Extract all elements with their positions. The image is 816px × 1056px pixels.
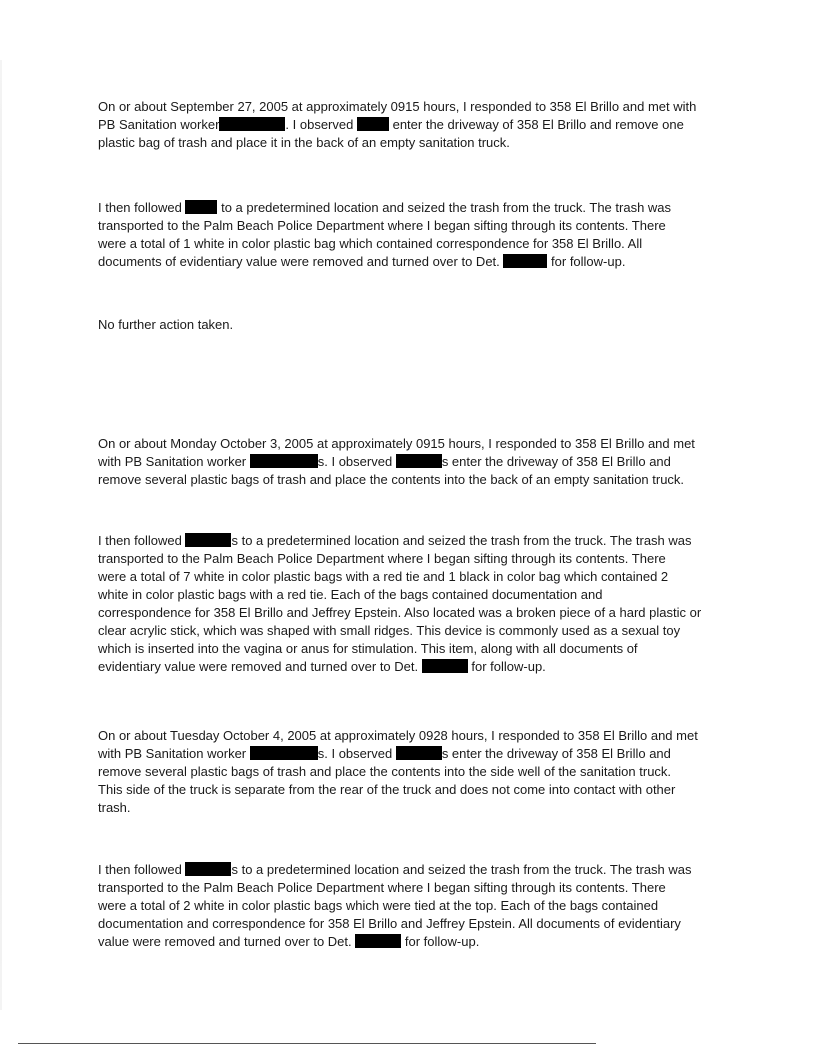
text-line: s enter the driveway of 358 El Brillo and [441, 746, 671, 761]
text-line: transported to the Palm Beach Police Department where I began sifting through its contents. There [98, 551, 666, 566]
scan-edge-shadow [0, 60, 2, 1010]
text-line: with PB Sanitation worker [98, 746, 247, 761]
paragraph-followup-2 [98, 532, 738, 676]
text-line: s. I observed [317, 746, 393, 761]
bottom-divider [18, 1043, 596, 1044]
text-line: . I observed [285, 117, 354, 132]
text-line: clear acrylic stick, which was shaped with small ridges. This device is commonly used as a sexual toy [98, 623, 681, 638]
text-line: white in color plastic bags with a red tie. Each of the bags contained documentation and [98, 587, 603, 602]
text-line: were a total of 1 white in color plastic bag which contained correspondence for 358 El Brillo. All [98, 236, 643, 251]
text-line: for follow-up. [551, 254, 626, 269]
text-line: documents of evidentiary value were removed and turned over to Det. [98, 254, 500, 269]
redaction-box [396, 454, 442, 468]
text-line: correspondence for 358 El Brillo and Jeffrey Epstein. Also located was a broken piece of a hard plastic or [98, 605, 702, 620]
text-line: No further action taken. [98, 317, 234, 332]
text-line: for follow-up. [404, 934, 480, 949]
text-line: plastic bag of trash and place it in the back of an empty sanitation truck. [98, 135, 510, 150]
redaction-box [357, 117, 389, 131]
text-line: I then followed [98, 533, 182, 548]
text-line: PB Sanitation worker [98, 117, 220, 132]
text-line: enter the driveway of 358 El Brillo and remove one [392, 117, 684, 132]
text-line: trash. [98, 800, 131, 815]
paragraph-oct-4 [98, 727, 738, 817]
redaction-box [503, 254, 547, 268]
text-line: were a total of 2 white in color plastic bags which were tied at the top. Each of the bags contained [98, 898, 659, 913]
text-line: for follow-up. [471, 659, 546, 674]
text-line: which is inserted into the vagina or anus for stimulation. This item, along with all documents of [98, 641, 638, 656]
paragraph-sept-27 [98, 98, 738, 152]
text-line: s to a predetermined location and seized the trash from the truck. The trash was [231, 862, 692, 877]
redaction-box [185, 200, 217, 214]
text-line: documentation and correspondence for 358 El Brillo and Jeffrey Epstein. All documents of evidentiary [98, 916, 681, 931]
text-line: On or about Monday October 3, 2005 at approximately 0915 hours, I responded to 358 El Brillo and met [98, 436, 695, 451]
text-line: transported to the Palm Beach Police Department where I began sifting through its contents. There [98, 880, 666, 895]
text-line: remove several plastic bags of trash and place the contents into the back of an empty sanitation truck. [98, 472, 685, 487]
text-line: transported to the Palm Beach Police Department where I began sifting through its contents. There [98, 218, 666, 233]
text-line: evidentiary value were removed and turned over to Det. [98, 659, 419, 674]
redaction-box [185, 862, 231, 876]
text-line: On or about Tuesday October 4, 2005 at approximately 0928 hours, I responded to 358 El Brillo and met [98, 728, 698, 743]
text-line: On or about September 27, 2005 at approximately 0915 hours, I responded to 358 El Brillo and met with [98, 99, 697, 114]
paragraph-no-action [98, 316, 738, 334]
text-line: s enter the driveway of 358 El Brillo and [441, 454, 671, 469]
paragraph-followup-3 [98, 861, 738, 951]
text-line: I then followed [98, 862, 182, 877]
text-line: remove several plastic bags of trash and place the contents into the side well of the sanitation truck. [98, 764, 672, 779]
text-line: value were removed and turned over to Det. [98, 934, 352, 949]
redaction-box [250, 746, 318, 760]
text-line: with PB Sanitation worker [98, 454, 247, 469]
redaction-box [422, 659, 468, 673]
redaction-box [396, 746, 442, 760]
redaction-box [219, 117, 285, 131]
text-line: s. I observed [317, 454, 393, 469]
redaction-box [250, 454, 318, 468]
redaction-box [355, 934, 401, 948]
text-line: s to a predetermined location and seized the trash from the truck. The trash was [231, 533, 692, 548]
paragraph-followup-1 [98, 199, 738, 271]
redaction-box [185, 533, 231, 547]
text-line: were a total of 7 white in color plastic bags with a red tie and 1 black in color bag which contained 2 [98, 569, 669, 584]
text-line: I then followed [98, 200, 182, 215]
text-line: This side of the truck is separate from the rear of the truck and does not come into contact with other [98, 782, 676, 797]
paragraph-oct-3 [98, 435, 738, 489]
text-line: to a predetermined location and seized the trash from the truck. The trash was [221, 200, 672, 215]
